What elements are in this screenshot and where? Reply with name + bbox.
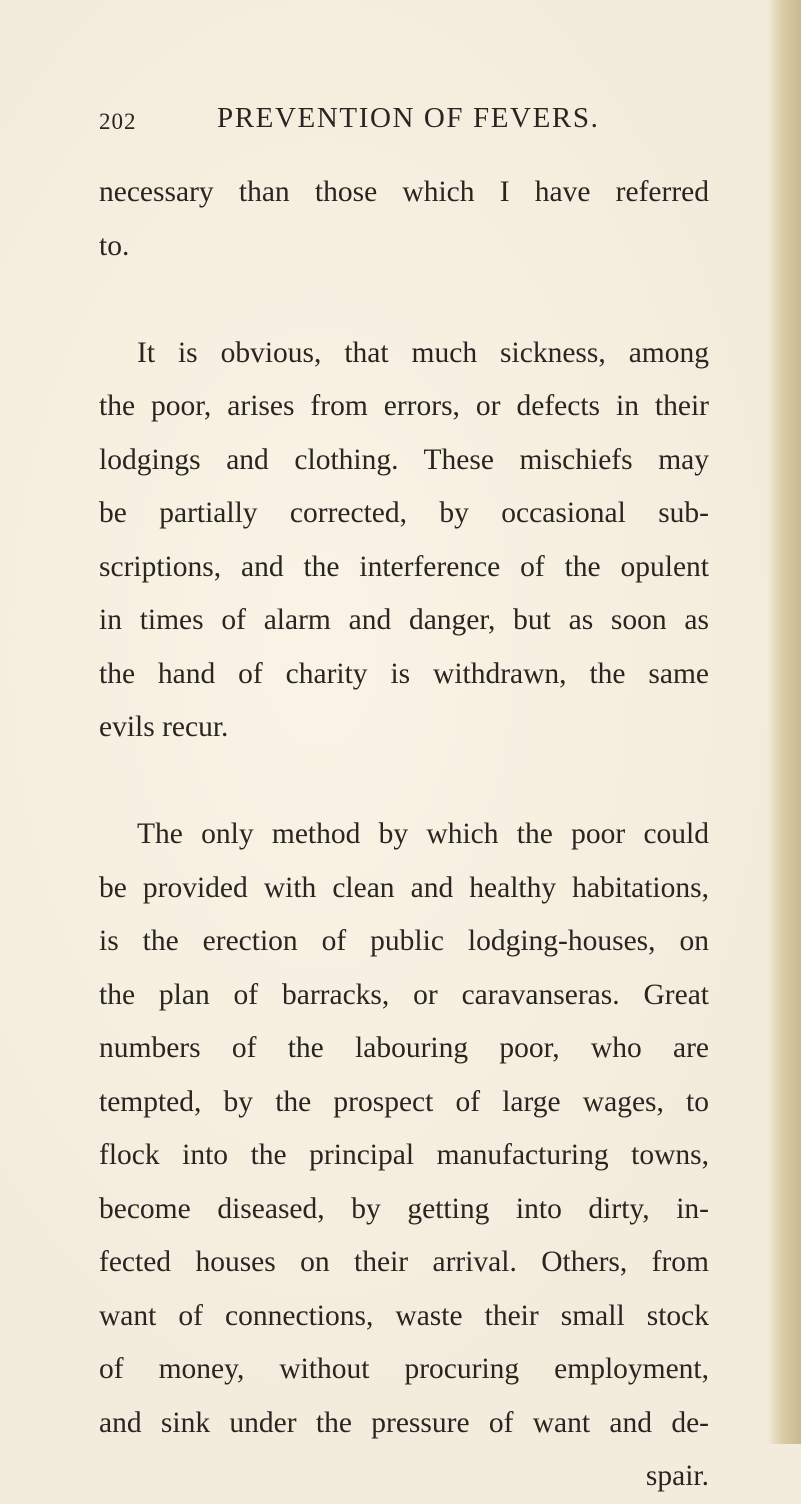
body-text	[99, 166, 709, 1504]
catchword: spair.	[645, 1460, 709, 1492]
text-line: be partially corrected, by occasional sub-	[99, 497, 709, 529]
text-line: scriptions, and the interference of the opulent	[99, 550, 709, 583]
text-line: be provided with clean and healthy habitations,	[99, 871, 709, 904]
text-line: It is obvious, that much sickness, among	[137, 336, 709, 369]
text-line: tempted, by the prospect of large wages, to	[99, 1085, 709, 1118]
text-line: evils recur.	[99, 711, 229, 743]
text-line: flock into the principal manufacturing towns,	[99, 1139, 709, 1171]
text-line: The only method by which the poor could	[137, 818, 709, 850]
text-line: want of connections, waste their small stock	[99, 1299, 709, 1332]
page-edge-shadow	[767, 0, 801, 1444]
text-line: lodgings and clothing. These mischiefs may	[99, 443, 709, 476]
text-line: is the erection of public lodging-houses, on	[99, 925, 709, 957]
paragraph-gap	[99, 755, 709, 809]
text-line: numbers of the labouring poor, who are	[99, 1032, 709, 1064]
running-head: PREVENTION OF FEVERS.	[217, 102, 600, 134]
text-line: the poor, arises from errors, or defects in their	[99, 390, 709, 422]
paragraph-gap	[99, 273, 709, 327]
page-number: 202	[99, 109, 137, 134]
text-line: and sink under the pressure of want and de-	[99, 1406, 709, 1439]
text-line: become diseased, by getting into dirty, in-	[99, 1192, 709, 1225]
text-line: the hand of charity is withdrawn, the same	[99, 657, 709, 690]
text-line: to.	[99, 229, 130, 262]
text-line: necessary than those which I have referred	[99, 176, 709, 208]
text-line: of money, without procuring employment,	[99, 1353, 709, 1385]
text-line: the plan of barracks, or caravanseras. Great	[99, 978, 709, 1011]
text-line: in times of alarm and danger, but as soon as	[99, 604, 709, 636]
text-line: fected houses on their arrival. Others, from	[99, 1246, 709, 1278]
